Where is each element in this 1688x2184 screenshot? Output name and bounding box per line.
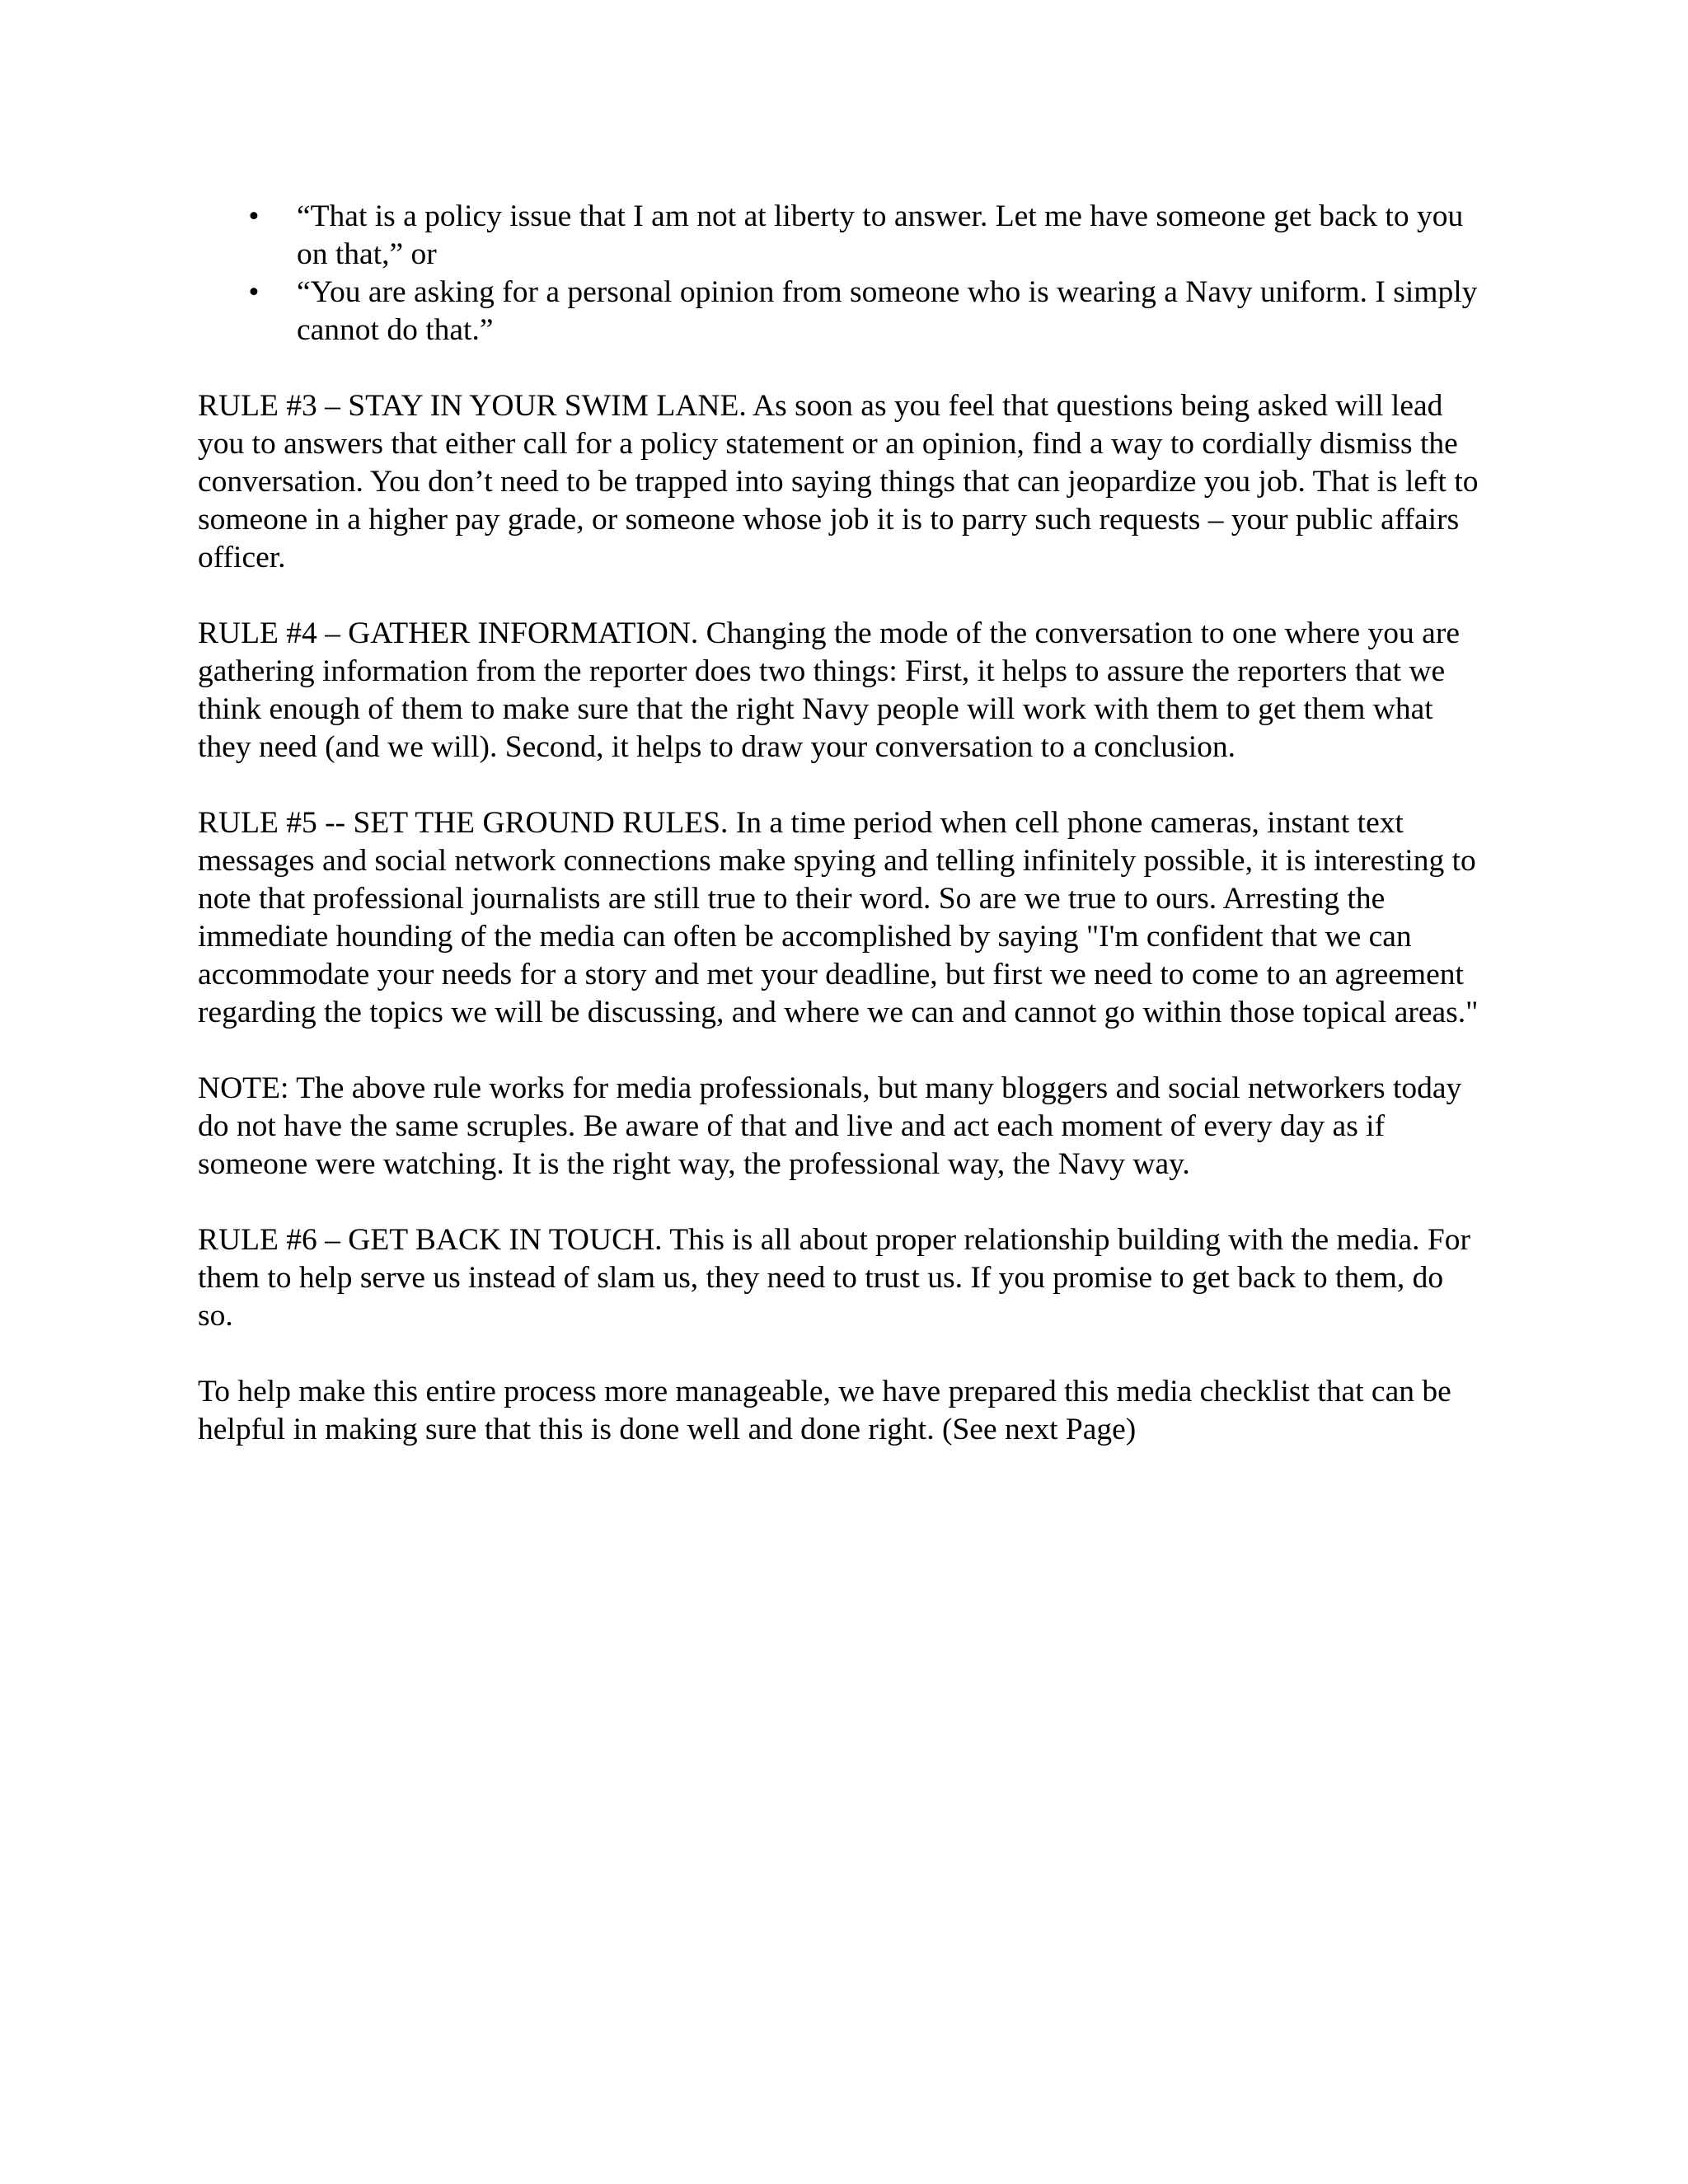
rule-5-paragraph: RULE #5 -- SET THE GROUND RULES. In a time period when cell phone cameras, instant text messages and social network connections make spying and telling infinitely possible, it is interesting to note that professional journalists are still true to their word. So are we true to ours. Arresting the immediate hounding of the media can often be accomplished by saying "I'm confident that we can accommodate your needs for a story and met your deadline, but first we need to come to an agreement regarding the topics we will be discussing, and where we can and cannot go within those topical areas.": [198, 806, 1479, 1029]
list-item: [198, 274, 1484, 349]
rule-6-paragraph: RULE #6 – GET BACK IN TOUCH. This is all about proper relationship building with the media. For them to help serve us instead of slam us, they need to trust us. If you promise to get back to them, do so.: [198, 1223, 1470, 1333]
bullet-icon: •: [248, 275, 260, 309]
closing-paragraph: To help make this entire process more manageable, we have prepared this media checklist that can be helpful in making sure that this is done well and done right. (See next Page): [198, 1375, 1451, 1446]
list-item: [198, 198, 1484, 274]
note-paragraph: NOTE: The above rule works for media professionals, but many bloggers and social networkers today do not have the same scruples. Be aware of that and live and act each moment of every day as if someone were watching. It is the right way, the professional way, the Navy way.: [198, 1071, 1462, 1181]
list-item-text: “You are asking for a personal opinion from someone who is wearing a Navy uniform. I simply cannot do that.”: [297, 275, 1478, 347]
rule-3-paragraph: RULE #3 – STAY IN YOUR SWIM LANE. As soon as you feel that questions being asked will lead you to answers that either call for a policy statement or an opinion, find a way to cordially dismiss the conversation. You don’t need to be trapped into saying things that can jeopardize you job. That is left to someone in a higher pay grade, or someone whose job it is to parry such requests – your public affairs officer.: [198, 389, 1479, 574]
rule-4-paragraph: RULE #4 – GATHER INFORMATION. Changing the mode of the conversation to one where you are gathering information from the reporter does two things: First, it helps to assure the reporters that we think enough of them to make sure that the right Navy people will work with them to get them what they need (and we will). Second, it helps to draw your conversation to a conclusion.: [198, 616, 1460, 764]
list-item-text: “That is a policy issue that I am not at liberty to answer. Let me have someone get back to you on that,” or: [297, 199, 1464, 271]
bullet-icon: •: [248, 199, 260, 233]
document-body: [198, 198, 1484, 1487]
response-examples-list: [198, 198, 1484, 349]
